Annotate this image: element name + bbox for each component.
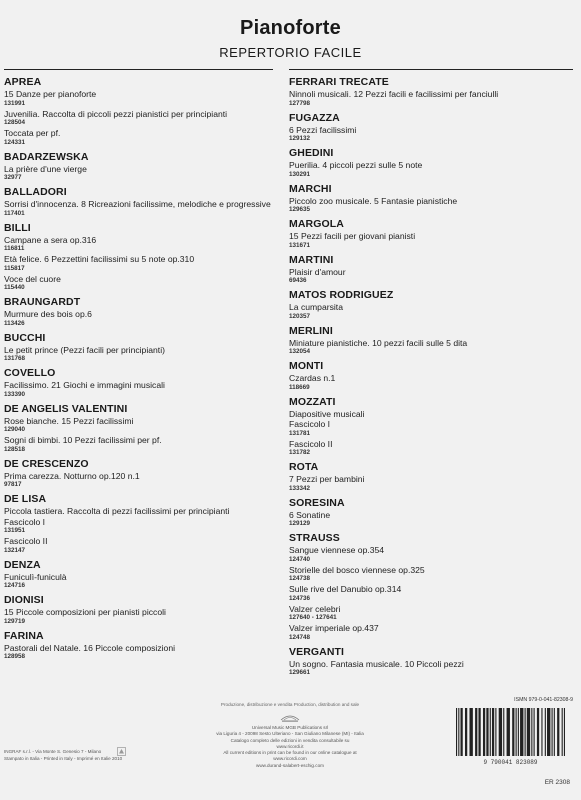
work-title: Sogni di bimbi. 10 Pezzi facilissimi per pf. <box>4 435 162 445</box>
work-title: Miniature pianistiche. 10 pezzi facili sulle 5 dita <box>289 337 468 348</box>
barcode-bar <box>562 708 563 756</box>
composer-name: BALLADORI <box>4 186 67 198</box>
page-subtitle: REPERTORIO FACILE <box>219 45 362 60</box>
barcode-bar <box>512 708 514 756</box>
work-title: Fascicolo II <box>4 536 48 546</box>
barcode-bar <box>478 708 480 756</box>
work-title: Storielle del bosco viennese op.325 <box>289 564 425 575</box>
work-title: Campane a sera op.316 <box>4 234 97 245</box>
catalog-code: 115817 <box>4 264 25 272</box>
work-title: La cumparsita <box>289 302 343 312</box>
barcode-bar <box>460 708 462 756</box>
catalog-code: 97817 <box>4 481 22 488</box>
catalog-code: 124740 <box>289 555 311 563</box>
composer-name: SORESINA <box>289 496 345 509</box>
work-title: Murmure des bois op.6 <box>4 309 92 319</box>
work-title: 6 Pezzi facilissimi <box>289 124 357 135</box>
barcode-bar <box>541 708 542 756</box>
work-title: Età felice. 6 Pezzettini facilissimi su 5 note op.310 <box>4 254 195 264</box>
catalog-code: 129040 <box>4 426 26 433</box>
barcode-bar <box>557 708 559 756</box>
work-title: Valzer celebri <box>289 603 341 614</box>
barcode-bar <box>490 708 491 756</box>
publisher-line: www.ricordi.it <box>276 743 304 749</box>
work-title: Fascicolo I <box>289 419 331 429</box>
catalog-code: 131781 <box>289 429 311 437</box>
printer-line: INGRAF s.r.l. - Via Monte S. Genesio 7 - Milano <box>4 749 102 754</box>
catalog-code: 131782 <box>289 449 311 456</box>
composer-name: ROTA <box>289 461 319 473</box>
catalog-code: 128958 <box>4 653 26 660</box>
work-title: 15 Pezzi facili per giovani pianisti <box>289 231 416 241</box>
catalog-code: 124748 <box>289 633 311 641</box>
catalog-code: 127798 <box>289 99 311 107</box>
barcode-bar <box>495 708 496 756</box>
barcode-bar <box>507 708 510 756</box>
composer-name: FARINA <box>4 629 44 642</box>
barcode-digits: 9 790041 823089 <box>483 759 538 766</box>
catalog-code: 113426 <box>4 319 25 327</box>
left-divider-rule <box>4 69 273 70</box>
composer-name: COVELLO <box>4 367 56 379</box>
barcode-bar <box>469 708 472 756</box>
barcode-bar <box>483 708 485 756</box>
work-title: Fascicolo I <box>4 516 46 527</box>
composer-name: BADARZEWSKA <box>4 150 89 163</box>
barcode-bar <box>475 708 477 756</box>
composer-name: MARTINI <box>289 253 334 266</box>
composer-name: FUGAZZA <box>289 111 340 124</box>
work-title: Un sogno. Fantasia musicale. 10 Piccoli pezzi <box>289 658 464 669</box>
work-title: 7 Pezzi per bambini <box>289 474 365 484</box>
catalog-code: 118669 <box>289 383 310 391</box>
catalog-code: 132147 <box>4 546 26 554</box>
barcode-bar <box>518 708 519 756</box>
catalog-code: 130291 <box>289 170 311 178</box>
printer-line: Stampato in Italia - Printed in Italy - Imprimé en Italie 2010 <box>4 755 123 761</box>
composer-name: MARGOLA <box>289 218 344 230</box>
catalog-code: 131951 <box>4 527 26 534</box>
catalog-code: 133390 <box>4 390 26 398</box>
composer-name: BUCCHI <box>4 331 46 344</box>
catalog-code: 129129 <box>289 520 311 527</box>
catalog-code: 132054 <box>289 348 311 355</box>
work-title: Ninnoli musicali. 12 Pezzi facili e facilissimi per fanciulli <box>289 89 499 99</box>
footer-credit: Produzione, distribuzione e vendita Production, distribution and sale <box>220 702 360 707</box>
work-title: Puerilia. 4 piccoli pezzi sulle 5 note <box>289 160 423 170</box>
work-title: Prima carezza. Notturno op.120 n.1 <box>4 470 140 481</box>
barcode-bar <box>564 708 565 756</box>
work-title: Piccola tastiera. Raccolta di pezzi facilissimi per principianti <box>4 506 230 516</box>
catalog-code: 129132 <box>289 135 311 142</box>
composer-name: FERRARI TRECATE <box>289 76 389 88</box>
catalog-code: 120357 <box>289 312 311 320</box>
catalog-code: 124716 <box>4 582 26 589</box>
publisher-line: www.durand-salabert-eschig.com <box>256 762 324 768</box>
work-title: 15 Danze per pianoforte <box>4 89 97 99</box>
page-title: Pianoforte <box>240 17 341 39</box>
barcode <box>448 706 573 766</box>
barcode-bar <box>534 708 535 756</box>
barcode-bar <box>503 708 504 756</box>
catalog-code: 124738 <box>289 575 311 582</box>
work-title: Plaisir d'amour <box>289 266 346 277</box>
work-title: Czardas n.1 <box>289 373 336 383</box>
work-title: Fascicolo II <box>289 438 333 449</box>
composer-name: MOZZATI <box>289 395 336 408</box>
barcode-bar <box>537 708 539 756</box>
publisher-line: via Liguria 4 - 20098 Sesto Ulteriano - San Giuliano Milanese (MI) - Italia <box>216 731 364 737</box>
publisher-logo-icon <box>279 711 301 723</box>
right-divider-rule <box>289 69 573 70</box>
composer-name: APREA <box>4 76 42 88</box>
catalog-code: 128518 <box>4 445 26 453</box>
catalog-code: 131768 <box>4 355 26 362</box>
publisher-address <box>180 725 400 769</box>
ismn-code: ISMN 979-0-041-82308-9 <box>514 697 573 703</box>
barcode-bar <box>527 708 530 756</box>
work-title: Diapositive musicali <box>289 408 365 419</box>
composer-name: VERGANTI <box>289 645 345 658</box>
composer-name: MARCHI <box>289 182 332 195</box>
publisher-line: www.ricordi.com <box>273 756 307 762</box>
work-title: Sulle rive del Danubio op.314 <box>289 584 402 594</box>
barcode-bar <box>554 708 555 756</box>
catalog-code: 32977 <box>4 174 22 181</box>
work-title: Le petit prince (Pezzi facili per principianti) <box>4 344 165 355</box>
work-title: La prière d'une vierge <box>4 163 87 174</box>
catalog-code: 69436 <box>289 277 307 284</box>
composer-name: DIONISI <box>4 594 44 606</box>
publisher-line: All current editions in print can be found in our online catalogue at <box>223 750 357 756</box>
catalog-code: 129719 <box>4 617 26 625</box>
catalog-code: 127640 - 127641 <box>289 614 337 621</box>
er-number: ER 2308 <box>544 779 570 786</box>
work-title: Sangue viennese op.354 <box>289 545 385 555</box>
work-title: 15 Piccole composizioni per pianisti piccoli <box>4 607 166 617</box>
catalog-code: 124736 <box>289 594 311 602</box>
composer-name: STRAUSS <box>289 532 340 544</box>
work-title: Voce del cuore <box>4 273 61 284</box>
barcode-bar <box>486 708 488 756</box>
composer-name: BILLI <box>4 221 31 234</box>
barcode-bar <box>531 708 532 756</box>
composer-name: DENZA <box>4 558 41 571</box>
composer-name: DE LISA <box>4 493 47 505</box>
printer-mark-icon <box>117 747 126 756</box>
barcode-bar <box>458 708 459 756</box>
work-title: Sorrisi d'innocenza. 8 Ricreazioni facilissime, melodiche e progressive <box>4 199 271 209</box>
composer-name: DE CRESCENZO <box>4 457 89 470</box>
publisher-line: Universal Music MGB Publications srl <box>251 725 329 730</box>
work-title: Facilissimo. 21 Giochi e immagini musicali <box>4 380 165 390</box>
work-title: Toccata per pf. <box>4 128 61 138</box>
barcode-bar <box>492 708 494 756</box>
composer-name: MONTI <box>289 360 324 372</box>
left-catalog-column <box>4 74 272 662</box>
barcode-bar <box>465 708 467 756</box>
barcode-bar <box>499 708 502 756</box>
catalog-code: 115440 <box>4 284 25 291</box>
composer-name: DE ANGELIS VALENTINI <box>4 402 128 415</box>
barcode-bar <box>516 708 517 756</box>
work-title: Piccolo zoo musicale. 5 Fantasie pianistiche <box>289 195 458 206</box>
catalog-code: 133342 <box>289 484 311 492</box>
composer-name: MATOS RODRIGUEZ <box>289 289 394 301</box>
catalog-code: 131671 <box>289 241 311 249</box>
barcode-bar <box>547 708 550 756</box>
barcode-bar <box>520 708 523 756</box>
barcode-bar <box>545 708 546 756</box>
work-title: Funiculì-funiculà <box>4 571 67 582</box>
barcode-bar <box>456 708 457 756</box>
publisher-line: Catalogo completo delle edizioni in vendita consultabile su <box>230 737 350 743</box>
barcode-bar <box>525 708 526 756</box>
catalog-code: 128504 <box>4 119 26 126</box>
right-catalog-column <box>289 74 557 678</box>
work-title: Pastorali del Natale. 16 Piccole composizioni <box>4 642 176 653</box>
printer-info <box>4 749 154 762</box>
composer-name: BRAUNGARDT <box>4 296 81 308</box>
composer-name: GHEDINI <box>289 147 334 159</box>
work-title: 6 Sonatine <box>289 509 331 520</box>
catalog-code: 131991 <box>4 99 26 107</box>
work-title: Juvenilia. Raccolta di piccoli pezzi pianistici per principianti <box>4 108 228 119</box>
work-title: Rose bianche. 15 Pezzi facilissimi <box>4 415 134 426</box>
catalog-code: 124331 <box>4 138 26 146</box>
work-title: Valzer imperiale op.437 <box>289 623 379 633</box>
catalog-code: 129661 <box>289 669 311 676</box>
catalog-code: 117401 <box>4 209 25 217</box>
catalog-code: 129635 <box>289 206 311 213</box>
barcode-bar <box>552 708 553 756</box>
composer-name: MERLINI <box>289 324 333 337</box>
catalog-code: 116811 <box>4 245 25 252</box>
